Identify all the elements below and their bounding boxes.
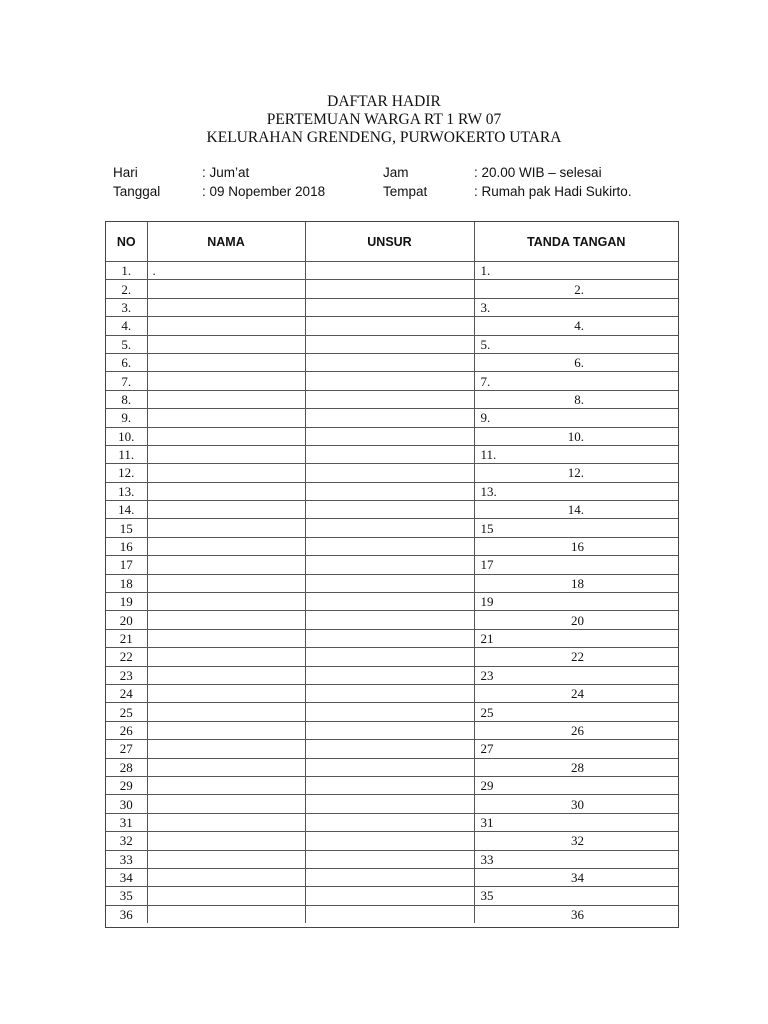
unsur-cell[interactable] xyxy=(305,353,474,371)
signature-cell[interactable]: 20 xyxy=(474,611,678,629)
signature-cell[interactable]: 34 xyxy=(474,868,678,886)
table-row xyxy=(106,813,678,831)
nama-cell[interactable] xyxy=(147,409,305,427)
table-row xyxy=(106,427,678,445)
table-row xyxy=(106,298,678,316)
unsur-cell[interactable] xyxy=(305,409,474,427)
title-line-2: PERTEMUAN WARGA RT 1 RW 07 xyxy=(266,111,502,128)
unsur-cell[interactable] xyxy=(305,537,474,555)
unsur-cell[interactable] xyxy=(305,813,474,831)
unsur-cell[interactable] xyxy=(305,519,474,537)
row-number: 36 xyxy=(106,905,147,923)
signature-cell[interactable]: 11. xyxy=(474,445,678,463)
tanggal-value: : 09 Nopember 2018 xyxy=(202,184,326,199)
unsur-cell[interactable] xyxy=(305,648,474,666)
row-number: 11. xyxy=(106,445,147,463)
row-number: 26 xyxy=(106,721,147,739)
nama-cell[interactable] xyxy=(147,372,305,390)
table-row xyxy=(106,684,678,702)
nama-cell[interactable] xyxy=(147,850,305,868)
nama-cell[interactable] xyxy=(147,721,305,739)
unsur-cell[interactable] xyxy=(305,611,474,629)
title-line-1: DAFTAR HADIR xyxy=(327,93,441,110)
nama-cell[interactable] xyxy=(147,905,305,923)
row-number: 31 xyxy=(106,813,147,831)
row-number: 2. xyxy=(106,280,147,298)
signature-cell[interactable]: 22 xyxy=(474,648,678,666)
row-number: 28 xyxy=(106,758,147,776)
nama-cell[interactable] xyxy=(147,501,305,519)
document-title xyxy=(0,93,768,147)
nama-cell[interactable] xyxy=(147,758,305,776)
table-row xyxy=(106,574,678,592)
nama-cell[interactable] xyxy=(147,298,305,316)
signature-cell[interactable]: 14. xyxy=(474,501,678,519)
unsur-cell[interactable] xyxy=(305,280,474,298)
nama-cell[interactable] xyxy=(147,868,305,886)
hari-label: Hari xyxy=(113,165,138,180)
signature-cell[interactable]: 32 xyxy=(474,832,678,850)
unsur-cell[interactable] xyxy=(305,868,474,886)
table-row xyxy=(106,850,678,868)
nama-cell[interactable] xyxy=(147,703,305,721)
signature-cell[interactable]: 27 xyxy=(474,740,678,758)
row-number: 35 xyxy=(106,887,147,905)
signature-cell[interactable]: 12. xyxy=(474,464,678,482)
row-number: 3. xyxy=(106,298,147,316)
unsur-cell[interactable] xyxy=(305,464,474,482)
signature-cell[interactable]: 3. xyxy=(474,298,678,316)
table-row xyxy=(106,740,678,758)
unsur-cell[interactable] xyxy=(305,887,474,905)
row-number: 4. xyxy=(106,317,147,335)
table-row xyxy=(106,905,678,923)
table-row xyxy=(106,648,678,666)
unsur-cell[interactable] xyxy=(305,482,474,500)
row-number: 9. xyxy=(106,409,147,427)
row-number: 32 xyxy=(106,832,147,850)
table-row xyxy=(106,519,678,537)
table-row xyxy=(106,335,678,353)
row-number: 21 xyxy=(106,629,147,647)
unsur-cell[interactable] xyxy=(305,556,474,574)
table-row xyxy=(106,721,678,739)
table-row xyxy=(106,556,678,574)
row-number: 27 xyxy=(106,740,147,758)
row-number: 15 xyxy=(106,519,147,537)
row-number: 24 xyxy=(106,684,147,702)
nama-cell[interactable] xyxy=(147,390,305,408)
nama-cell[interactable] xyxy=(147,556,305,574)
signature-cell[interactable]: 35 xyxy=(474,887,678,905)
table-row xyxy=(106,464,678,482)
row-number: 14. xyxy=(106,501,147,519)
row-number: 5. xyxy=(106,335,147,353)
table-row xyxy=(106,611,678,629)
table-row xyxy=(106,868,678,886)
row-number: 20 xyxy=(106,611,147,629)
table-row xyxy=(106,317,678,335)
row-number: 29 xyxy=(106,776,147,794)
nama-cell[interactable] xyxy=(147,574,305,592)
nama-cell[interactable] xyxy=(147,684,305,702)
nama-cell[interactable] xyxy=(147,335,305,353)
nama-cell[interactable] xyxy=(147,519,305,537)
nama-cell[interactable] xyxy=(147,813,305,831)
row-number: 19 xyxy=(106,593,147,611)
signature-cell[interactable]: 10. xyxy=(474,427,678,445)
table-row xyxy=(106,482,678,500)
unsur-cell[interactable] xyxy=(305,740,474,758)
unsur-cell[interactable] xyxy=(305,758,474,776)
row-number: 22 xyxy=(106,648,147,666)
table-row xyxy=(106,501,678,519)
nama-cell[interactable] xyxy=(147,776,305,794)
unsur-cell[interactable] xyxy=(305,684,474,702)
table-row xyxy=(106,372,678,390)
signature-cell[interactable]: 2. xyxy=(474,280,678,298)
unsur-cell[interactable] xyxy=(305,262,474,280)
table-row xyxy=(106,593,678,611)
column-header-unsur: UNSUR xyxy=(305,222,474,262)
unsur-cell[interactable] xyxy=(305,445,474,463)
nama-cell[interactable] xyxy=(147,832,305,850)
signature-cell[interactable]: 9. xyxy=(474,409,678,427)
tempat-label: Tempat xyxy=(383,184,428,199)
signature-cell[interactable]: 15 xyxy=(474,519,678,537)
attendance-table-frame xyxy=(105,221,679,928)
signature-cell[interactable]: 24 xyxy=(474,684,678,702)
title-line-3: KELURAHAN GRENDENG, PURWOKERTO UTARA xyxy=(206,129,562,146)
signature-cell[interactable]: 5. xyxy=(474,335,678,353)
nama-cell[interactable] xyxy=(147,353,305,371)
table-row xyxy=(106,629,678,647)
nama-cell[interactable] xyxy=(147,611,305,629)
row-number: 1. xyxy=(106,262,147,280)
unsur-cell[interactable] xyxy=(305,721,474,739)
table-row xyxy=(106,353,678,371)
unsur-cell[interactable] xyxy=(305,335,474,353)
row-number: 16 xyxy=(106,537,147,555)
jam-label: Jam xyxy=(383,165,409,180)
signature-cell[interactable]: 16 xyxy=(474,537,678,555)
signature-cell[interactable]: 7. xyxy=(474,372,678,390)
table-row xyxy=(106,666,678,684)
nama-cell[interactable] xyxy=(147,280,305,298)
nama-cell[interactable] xyxy=(147,629,305,647)
hari-value: : Jum’at xyxy=(202,165,250,180)
signature-cell[interactable]: 31 xyxy=(474,813,678,831)
nama-cell[interactable] xyxy=(147,445,305,463)
row-number: 10. xyxy=(106,427,147,445)
row-number: 23 xyxy=(106,666,147,684)
attendance-table xyxy=(106,222,678,923)
unsur-cell[interactable] xyxy=(305,390,474,408)
table-header-row xyxy=(106,222,678,262)
row-number: 7. xyxy=(106,372,147,390)
jam-value: : 20.00 WIB – selesai xyxy=(474,165,602,180)
unsur-cell[interactable] xyxy=(305,795,474,813)
table-row xyxy=(106,280,678,298)
tanggal-label: Tanggal xyxy=(113,184,161,199)
signature-cell[interactable]: 30 xyxy=(474,795,678,813)
unsur-cell[interactable] xyxy=(305,703,474,721)
table-row xyxy=(106,409,678,427)
unsur-cell[interactable] xyxy=(305,776,474,794)
nama-cell[interactable] xyxy=(147,740,305,758)
signature-cell[interactable]: 13. xyxy=(474,482,678,500)
signature-cell[interactable]: 18 xyxy=(474,574,678,592)
row-number: 8. xyxy=(106,390,147,408)
row-number: 17 xyxy=(106,556,147,574)
nama-cell[interactable] xyxy=(147,666,305,684)
unsur-cell[interactable] xyxy=(305,905,474,923)
table-row xyxy=(106,832,678,850)
row-number: 12. xyxy=(106,464,147,482)
row-number: 34 xyxy=(106,868,147,886)
unsur-cell[interactable] xyxy=(305,666,474,684)
table-row xyxy=(106,758,678,776)
signature-cell[interactable]: 21 xyxy=(474,629,678,647)
table-row xyxy=(106,887,678,905)
unsur-cell[interactable] xyxy=(305,850,474,868)
signature-cell[interactable]: 28 xyxy=(474,758,678,776)
signature-cell[interactable]: 33 xyxy=(474,850,678,868)
unsur-cell[interactable] xyxy=(305,593,474,611)
signature-cell[interactable]: 29 xyxy=(474,776,678,794)
nama-cell[interactable] xyxy=(147,537,305,555)
table-row xyxy=(106,445,678,463)
nama-cell[interactable]: . xyxy=(147,262,305,280)
unsur-cell[interactable] xyxy=(305,501,474,519)
nama-cell[interactable] xyxy=(147,482,305,500)
meeting-info xyxy=(0,165,768,205)
signature-cell[interactable]: 6. xyxy=(474,353,678,371)
column-header-nama: NAMA xyxy=(147,222,305,262)
signature-cell[interactable]: 19 xyxy=(474,593,678,611)
unsur-cell[interactable] xyxy=(305,372,474,390)
unsur-cell[interactable] xyxy=(305,629,474,647)
unsur-cell[interactable] xyxy=(305,298,474,316)
signature-cell[interactable]: 4. xyxy=(474,317,678,335)
table-row xyxy=(106,390,678,408)
unsur-cell[interactable] xyxy=(305,427,474,445)
signature-cell[interactable]: 17 xyxy=(474,556,678,574)
signature-cell[interactable]: 1. xyxy=(474,262,678,280)
nama-cell[interactable] xyxy=(147,648,305,666)
nama-cell[interactable] xyxy=(147,795,305,813)
signature-cell[interactable]: 26 xyxy=(474,721,678,739)
table-row xyxy=(106,537,678,555)
row-number: 18 xyxy=(106,574,147,592)
signature-cell[interactable]: 36 xyxy=(474,905,678,923)
table-row xyxy=(106,262,678,280)
unsur-cell[interactable] xyxy=(305,574,474,592)
signature-cell[interactable]: 23 xyxy=(474,666,678,684)
signature-cell[interactable]: 25 xyxy=(474,703,678,721)
table-row xyxy=(106,703,678,721)
unsur-cell[interactable] xyxy=(305,832,474,850)
table-row xyxy=(106,795,678,813)
nama-cell[interactable] xyxy=(147,317,305,335)
table-row xyxy=(106,776,678,794)
tempat-value: : Rumah pak Hadi Sukirto. xyxy=(474,184,632,199)
column-header-tanda-tangan: TANDA TANGAN xyxy=(474,222,678,262)
row-number: 25 xyxy=(106,703,147,721)
signature-cell[interactable]: 8. xyxy=(474,390,678,408)
row-number: 6. xyxy=(106,353,147,371)
nama-cell[interactable] xyxy=(147,464,305,482)
nama-cell[interactable] xyxy=(147,887,305,905)
nama-cell[interactable] xyxy=(147,593,305,611)
nama-cell[interactable] xyxy=(147,427,305,445)
column-header-no: NO xyxy=(106,222,147,262)
row-number: 30 xyxy=(106,795,147,813)
unsur-cell[interactable] xyxy=(305,317,474,335)
row-number: 13. xyxy=(106,482,147,500)
row-number: 33 xyxy=(106,850,147,868)
